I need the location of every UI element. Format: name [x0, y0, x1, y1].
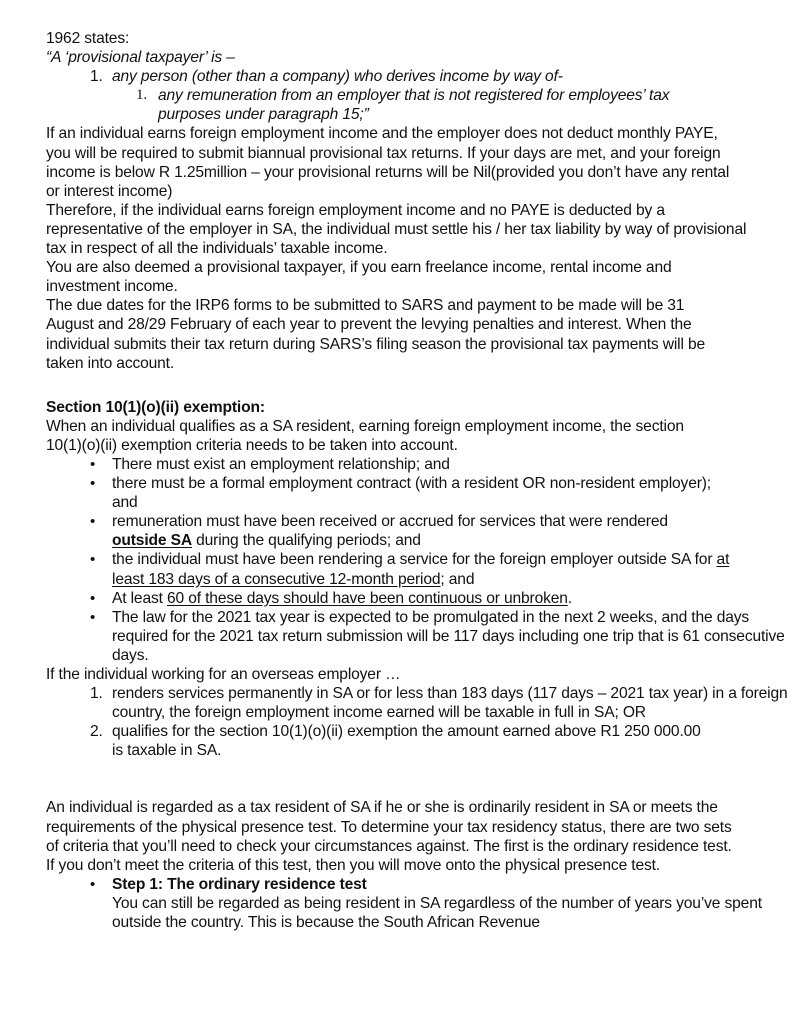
paragraph-settle-liability: Therefore, if the individual earns foreign employment income and no PAYE is deducted by a representative of the employer in SA, the individual must settle his / her tax liability by way of provisional tax in respect of all the individuals’ taxable income. — [46, 201, 747, 258]
bullet-text: the individual must have been rendering a service for the foreign employer outside SA for — [112, 551, 717, 569]
bullet-icon: • — [90, 608, 96, 626]
numbered-item-text: renders services permanently in SA or for less than 183 days (117 days – 2021 tax year) in a foreign country, the foreign employment income earned will be taxable in full in SA; OR — [112, 685, 788, 722]
list-number: 1. — [136, 87, 147, 104]
bullet-icon: • — [90, 875, 96, 893]
bullet-text: The law for the 2021 tax year is expected to be promulgated in the next 2 weeks, and the days required for the 2021 tax return submission will be 117 days including one trip that is 61 consecutive days. — [112, 608, 785, 664]
bullet-text: There must exist an employment relationship; and — [112, 455, 450, 473]
bullet-text: there must be a formal employment contract (with a resident OR non-resident employer); and — [112, 475, 711, 512]
paragraph-tax-residency: An individual is regarded as a tax resident of SA if he or she is ordinarily resident in SA or meets the requirements of the physical presence test. To determine your tax residency status, there are two sets of criteria that you’ll need to check your circumstances against. The first is the ordinary residence test. If you don’t meet the criteria of this test, then you will move onto the physical presence test. — [46, 799, 732, 874]
bullet-text: . — [567, 589, 572, 607]
quote-sublist-item-text: any remuneration from an employer that is not registered for employees’ tax purposes under paragraph 15;” — [158, 87, 670, 124]
quote-intro: “A ‘provisional taxpayer’ is – — [46, 49, 235, 67]
emphasis-outside-sa: outside SA — [112, 532, 192, 550]
bullet-icon: • — [90, 589, 96, 607]
bullet-item-step1 — [46, 875, 791, 932]
bullet-item — [46, 589, 766, 608]
bullet-text: At least — [112, 589, 167, 607]
paragraph-foreign-income-paye: If an individual earns foreign employment income and the employer does not deduct monthly PAYE, you will be required to submit biannual provisional tax returns. If your days are met, and your foreign income is below R 1.25million – your provisional returns will be Nil(provided you don’t have any rental or interest income) — [46, 125, 730, 200]
step1-text: You can still be regarded as being resident in SA regardless of the number of years you’ve spent outside the country. This is because the South African Revenue — [112, 894, 762, 932]
numbered-item — [46, 722, 712, 760]
bullet-item — [46, 550, 762, 588]
bullet-item — [46, 608, 791, 665]
bullet-text: ; and — [440, 570, 475, 588]
step1-heading: Step 1: The ordinary residence test — [112, 875, 367, 893]
bullet-item — [46, 474, 712, 512]
list-number: 1. — [90, 685, 103, 703]
paragraph-due-dates: The due dates for the IRP6 forms to be submitted to SARS and payment to be made will be 31 August and 28/29 February of each year to prevent the levying penalties and interest. When the individual submits their tax return during SARS’s filing season the provisional tax payments will be taken into account. — [46, 297, 706, 372]
emphasis-60-days: 60 of these days should have been continuous or unbroken — [167, 589, 568, 607]
quote-list-item — [46, 67, 766, 86]
bullet-icon: • — [90, 551, 96, 569]
exemption-intro: When an individual qualifies as a SA resident, earning foreign employment income, the section 10(1)(o)(ii) exemption criteria needs to be taken into account. — [46, 417, 684, 454]
bullet-item — [46, 512, 692, 550]
overseas-employer-intro: If the individual working for an overseas employer … — [46, 666, 401, 683]
lead-line: 1962 states: — [46, 30, 130, 47]
quote-sublist-item — [46, 86, 678, 124]
bullet-icon: • — [90, 455, 96, 473]
document-page — [46, 29, 788, 932]
bullet-icon: • — [90, 513, 96, 531]
paragraph-deemed-provisional: You are also deemed a provisional taxpayer, if you earn freelance income, rental income and investment income. — [46, 259, 672, 296]
bullet-text: during the qualifying periods; and — [191, 532, 421, 550]
bullet-icon: • — [90, 475, 96, 493]
section-heading-exemption: Section 10(1)(o)(ii) exemption: — [46, 398, 265, 416]
quote-list-item-text: any person (other than a company) who derives income by way of- — [112, 68, 563, 86]
numbered-item-text: qualifies for the section 10(1)(o)(ii) exemption the amount earned above R1 250 000.00 is taxable in SA. — [112, 723, 701, 760]
bullet-text: remuneration must have been received or accrued for services that were rendered — [112, 513, 668, 531]
list-number: 2. — [90, 723, 103, 741]
numbered-item — [46, 684, 791, 722]
bullet-item — [46, 455, 766, 474]
list-number: 1. — [90, 68, 103, 86]
emphasis-183-days: at least 183 days of a consecutive 12-month period — [112, 551, 730, 588]
